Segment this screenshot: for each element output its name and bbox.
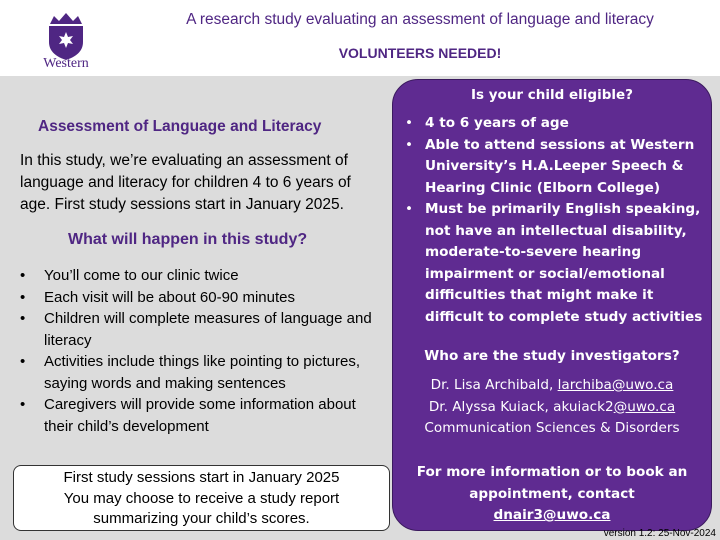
eligibility-heading: Is your child eligible? bbox=[470, 87, 633, 103]
investigator-email-link[interactable]: larchiba@uwo.ca bbox=[557, 377, 674, 393]
note-line: summarizing your child’s scores. bbox=[93, 510, 310, 527]
study-subtitle: Assessment of Language and Literacy bbox=[38, 118, 322, 135]
note-line: You may choose to receive a study report bbox=[63, 489, 340, 507]
note-line: First study sessions start in January 2025 bbox=[63, 469, 340, 486]
list-item: • Caregivers will provide some information about their child’s development bbox=[20, 394, 382, 437]
eligibility-panel bbox=[392, 79, 712, 531]
list-item: • You’ll come to our clinic twice bbox=[20, 265, 382, 287]
eligibility-list bbox=[403, 113, 708, 328]
list-item: • Children will complete measures of language and literacy bbox=[20, 308, 382, 351]
investigator-email-link[interactable]: @uwo.ca bbox=[613, 398, 676, 415]
contact-text: For more information or to book an appointment, contact bbox=[416, 464, 688, 502]
investigators-heading: Who are the study investigators? bbox=[424, 348, 680, 364]
investigator-name: Dr. Alyssa Kuiack, akuiack2 bbox=[428, 398, 614, 415]
version-label: version 1.2: 25-Nov-2024 bbox=[603, 528, 716, 539]
header bbox=[0, 0, 720, 76]
department: Communication Sciences & Disorders bbox=[424, 420, 680, 436]
investigator-line bbox=[393, 375, 711, 397]
logo-text: Western bbox=[43, 56, 89, 71]
volunteers-needed: VOLUNTEERS NEEDED! bbox=[338, 45, 502, 61]
investigator-line bbox=[393, 397, 711, 419]
list-item: • Activities include things like pointing to pictures, saying words and making sentences bbox=[20, 351, 382, 394]
study-steps-list bbox=[20, 265, 382, 437]
list-item: • Each visit will be about 60-90 minutes bbox=[20, 287, 382, 309]
what-happens-heading: What will happen in this study? bbox=[68, 231, 308, 248]
intro-paragraph: In this study, we’re evaluating an assessment of language and literacy for children 4 to 6 years of age. First study sessions start in January 2025. bbox=[20, 152, 351, 213]
investigator-name: Dr. Lisa Archibald, bbox=[430, 377, 558, 393]
list-item: • Must be primarily English speaking, not have an intellectual disability, moderate-to-severe hearing impairment or social/emotional difficulties that might make it difficult to complete study activities bbox=[403, 199, 708, 328]
investigators bbox=[393, 375, 711, 440]
contact-email-link[interactable]: dnair3@uwo.ca bbox=[493, 507, 611, 523]
flyer-title: A research study evaluating an assessment of language and literacy bbox=[186, 11, 654, 28]
contact-block bbox=[393, 462, 711, 527]
session-note-box bbox=[13, 465, 390, 531]
list-item: • Able to attend sessions at Western University’s H.A.Leeper Speech & Hearing Clinic (Elborn College) bbox=[403, 135, 708, 200]
list-item: • 4 to 6 years of age bbox=[403, 113, 708, 135]
